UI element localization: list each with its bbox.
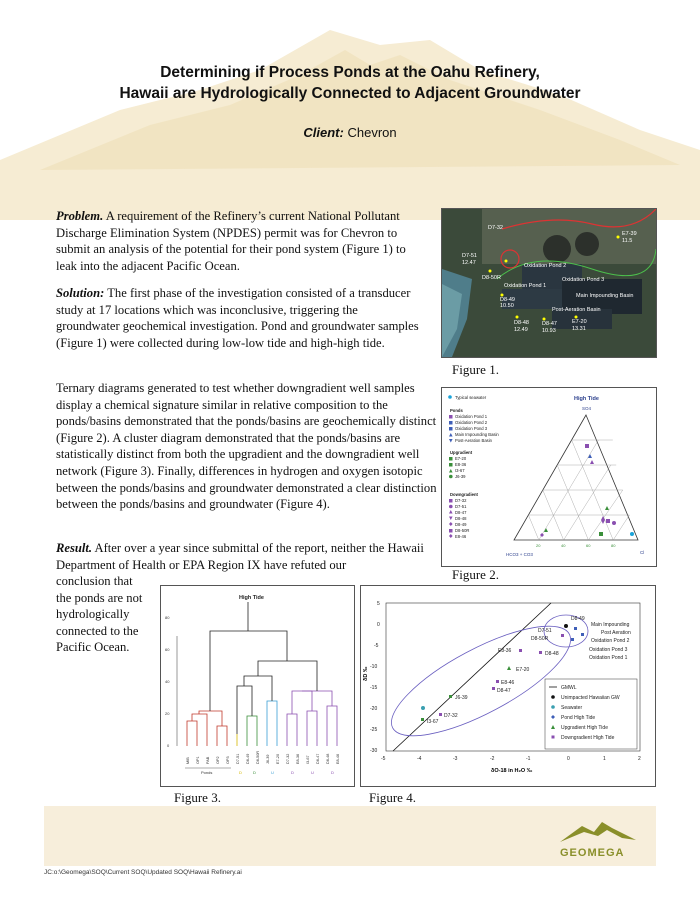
ytick: 5 <box>377 601 380 607</box>
ytick: 0 <box>377 622 380 628</box>
isotope-plot <box>361 586 655 786</box>
ternary-tick: 20 <box>536 543 541 548</box>
legend-pond: Main Impounding Basin <box>455 432 499 437</box>
ternary-apex-label: SO4 <box>582 406 592 411</box>
fig1-label: D8-48 <box>514 320 529 326</box>
fig1-label: E7-39 <box>622 231 637 237</box>
fig1-label: 12.47 <box>462 260 476 266</box>
fig1-label: Oxidation Pond 2 <box>524 263 567 269</box>
ternary-tick: 80 <box>611 543 616 548</box>
legend-entry: Pond High Tide <box>561 715 596 721</box>
xtick: -1 <box>526 756 531 762</box>
figure-2-ternary <box>441 387 657 567</box>
result-narrow-column <box>56 573 166 656</box>
leaf-label: D8-47 <box>316 753 320 764</box>
fig1-label: D8-47 <box>542 321 557 327</box>
dendrogram-ytick: 80 <box>165 615 170 620</box>
point-label: Main Impounding <box>591 622 630 628</box>
group-label: U <box>271 770 274 775</box>
point-label: D8-47 <box>497 688 511 694</box>
fig1-label: Oxidation Pond 3 <box>562 277 605 283</box>
legend-entry: Seawater <box>561 705 583 711</box>
file-path: JC:o:\Geomega\SOQ\Current SOQ\Updated SOQ\Hawaii Refinery.ai <box>44 869 242 876</box>
group-label: Ponds <box>201 770 213 775</box>
legend-downgradient: D8-47 <box>455 510 467 515</box>
point-label: E7-20 <box>516 667 530 673</box>
figure-3-dendrogram <box>160 585 355 787</box>
point-label: D8-49 <box>571 616 585 622</box>
title-line-1: Determining if Process Ponds at the Oahu Refinery, <box>160 64 540 81</box>
point-label: D7-32 <box>444 713 458 719</box>
legend-entry: GMWL <box>561 685 577 691</box>
group-label: D <box>331 770 334 775</box>
ytick: -25 <box>370 727 378 733</box>
dendrogram-leaves <box>186 751 340 764</box>
legend-upgradient-title: Upgradient <box>450 450 473 455</box>
result-paragraph <box>56 540 431 573</box>
ternary-title: High Tide <box>574 396 599 402</box>
result-line: the ponds are not <box>56 590 143 605</box>
logo-text: GEOMEGA <box>560 847 625 859</box>
fig1-label: D7-51 <box>462 253 477 259</box>
xtick: -4 <box>417 756 422 762</box>
figure-4-caption: Figure 4. <box>369 790 416 805</box>
ternary-paragraph: Ternary diagrams generated to test whether downgradient well samples display a chemical signature similar in relative composition to the ponds/basins demonstrated that the ponds/basins are geochemically distinct (Figure 2). A cluster diagram demonstrated that the ponds/basins are statistically distinct from both the upgradient and the downgradient well network (Figure 3). Finally, differences in hydrogen and oxygen isotopic between the ponds/basins and groundwater demonstrated a clear distinction between the ponds/basins and groundwater (Figure 4). <box>56 381 437 512</box>
dendrogram-title: High Tide <box>239 595 264 601</box>
leaf-label: PAB <box>206 756 210 764</box>
legend-upgradient: J6-39 <box>455 474 466 479</box>
ytick: -10 <box>370 664 378 670</box>
point-label: Oxidation Pond 1 <box>589 655 628 661</box>
fig1-label: Main Impounding Basin <box>576 293 634 299</box>
leaf-label: OP3 <box>226 756 230 764</box>
result-lead: Result. <box>56 541 93 555</box>
xtick: -2 <box>490 756 495 762</box>
legend-ponds-title: Ponds <box>450 408 463 413</box>
legend-downgradient: D7-51 <box>455 504 467 509</box>
leaf-label: OP2 <box>216 756 220 764</box>
result-line: connected to the <box>56 623 139 638</box>
legend-markers <box>449 415 453 538</box>
point-label: Oxidation Pond 2 <box>591 638 630 644</box>
ternary-diagram <box>442 388 656 566</box>
group-label: D <box>253 770 256 775</box>
legend-upgradient: E8-36 <box>455 462 467 467</box>
legend-pond: Post-Aeration Basin <box>455 438 493 443</box>
xtick: 1 <box>603 756 606 762</box>
leaf-label: OP1 <box>196 756 200 764</box>
figure-1-aerial-photo <box>441 208 657 358</box>
ternary-tick: 60 <box>586 543 591 548</box>
leaf-label: D7-32 <box>286 753 290 764</box>
leaf-label: D7-51 <box>236 753 240 764</box>
point-label: E8-36 <box>498 648 512 654</box>
ternary-grid <box>528 440 629 540</box>
xtick: 2 <box>638 756 641 762</box>
legend-pond: Oxidation Pond 2 <box>455 420 488 425</box>
point-label: E8-46 <box>501 680 515 686</box>
legend-pond: Oxidation Pond 1 <box>455 414 488 419</box>
leaf-label: E7-20 <box>276 753 280 764</box>
xtick: -3 <box>453 756 458 762</box>
dendrogram <box>161 586 354 786</box>
legend-downgradient: D7-32 <box>455 498 467 503</box>
legend-downgradient-title: Downgradient <box>450 492 478 497</box>
dendrogram-ytick: 40 <box>165 679 170 684</box>
problem-text: A requirement of the Refinery’s current National Pollutant Discharge Elimination System (NPDES) permit was for Chevron to submit an analysis of the potential for their pond system (Figure 1) to leak into the adjacent Pacific Ocean. <box>56 209 406 273</box>
ytick: -5 <box>374 643 379 649</box>
leaf-label: MIB <box>186 757 190 764</box>
problem-paragraph <box>56 208 424 274</box>
fig1-label: 13.31 <box>572 326 586 332</box>
legend-upgradient: E7-20 <box>455 456 467 461</box>
legend-typical-seawater: Typical seawater <box>455 395 487 400</box>
ternary-left-label: HCO3 + CO3 <box>506 552 533 557</box>
ternary-points <box>540 444 634 537</box>
legend-entry: Upgradient High Tide <box>561 725 608 731</box>
fig1-label: 10.93 <box>542 328 556 334</box>
leaf-label: D8-50R <box>256 750 260 764</box>
page-title <box>60 62 640 104</box>
xtick: -5 <box>381 756 386 762</box>
solution-lead: Solution: <box>56 286 105 300</box>
fig1-label: E7-20 <box>572 319 587 325</box>
client-name: Chevron <box>347 125 397 140</box>
client-line <box>0 125 700 140</box>
legend-entry: Unimpacted Hawaiian GW <box>561 695 620 701</box>
fig1-label: Post-Aeration Basin <box>552 307 601 313</box>
ytick: -20 <box>370 706 378 712</box>
legend-downgradient: D8-50R <box>455 528 470 533</box>
xtick: 0 <box>567 756 570 762</box>
result-text-wide: After over a year since submittal of the report, neither the Hawaii Department of Health or EPA Region IX have refuted our <box>56 541 424 572</box>
footer-band <box>44 806 656 866</box>
legend-downgradient: D8-48 <box>455 516 467 521</box>
mountain-watermark <box>0 0 700 220</box>
legend-pond: Oxidation Pond 3 <box>455 426 488 431</box>
figure-1-caption: Figure 1. <box>452 362 499 377</box>
gmwl-line <box>393 603 551 751</box>
title-line-2: Hawaii are Hydrologically Connected to Adjacent Groundwater <box>119 85 581 102</box>
figure-4-isotope-plot <box>360 585 656 787</box>
fig1-label: D8-50R <box>482 275 501 281</box>
solution-text: The first phase of the investigation consisted of a transducer study at 17 locations which was inconclusive, triggering the groundwater geochemical investigation. Pond and groundwater samples (Figure 1) were collected during low-low tide and high-high tide. <box>56 286 419 350</box>
x-axis-label: δO-18 in H₂O ‰ <box>491 768 533 774</box>
legend-entry: Downgradient High Tide <box>561 735 615 741</box>
point-label: Oxidation Pond 3 <box>589 647 628 653</box>
leaf-label: J6-39 <box>266 754 270 764</box>
result-line: Pacific Ocean. <box>56 640 130 655</box>
isotope-legend <box>545 679 637 749</box>
point-label: D8-50R <box>531 636 549 642</box>
result-line: hydrologically <box>56 607 130 622</box>
dendrogram-ytick: 60 <box>165 647 170 652</box>
point-label: Post Aeration <box>601 630 631 636</box>
result-line: conclusion that <box>56 574 133 588</box>
legend-upgradient: I3-67 <box>455 468 465 473</box>
client-label: Client: <box>303 125 344 140</box>
group-label: U <box>311 770 314 775</box>
fig1-label: D8-49 <box>500 297 515 303</box>
ternary-tick: 40 <box>561 543 566 548</box>
leaf-label: I3-67 <box>306 755 310 764</box>
problem-lead: Problem. <box>56 209 104 223</box>
ytick: -15 <box>370 685 378 691</box>
ytick: -30 <box>370 748 378 754</box>
fig1-label: 12.49 <box>514 327 528 333</box>
group-label: D <box>239 770 242 775</box>
figure-2-caption: Figure 2. <box>452 567 499 582</box>
point-label: D7-51 <box>538 628 552 634</box>
point-label: I3-67 <box>427 719 439 725</box>
legend-downgradient: E8-46 <box>455 534 467 539</box>
legend-downgradient: D8-49 <box>455 522 467 527</box>
geomega-logo <box>552 814 642 860</box>
ternary-right-label: Cl <box>640 550 645 555</box>
fig1-label: 10.50 <box>500 303 514 309</box>
leaf-label: D8-49 <box>246 753 250 764</box>
dendrogram-branches <box>187 602 337 746</box>
leaf-label: E8-36 <box>296 753 300 764</box>
point-label: D8-48 <box>545 651 559 657</box>
leaf-label: E8-46 <box>336 753 340 764</box>
dendrogram-ytick: 20 <box>165 711 170 716</box>
fig1-label: D7-32 <box>488 225 503 231</box>
fig1-label: Oxidation Pond 1 <box>504 283 547 289</box>
fig1-label: 11.5 <box>622 238 633 244</box>
leaf-label: D8-48 <box>326 753 330 764</box>
point-label: J6-39 <box>455 695 468 701</box>
solution-paragraph <box>56 285 424 351</box>
aerial-map <box>442 209 656 357</box>
group-label: D <box>291 770 294 775</box>
figure-3-caption: Figure 3. <box>174 790 221 805</box>
dendrogram-ytick: 0 <box>167 743 170 748</box>
y-axis-label: δD ‰ <box>363 666 369 681</box>
